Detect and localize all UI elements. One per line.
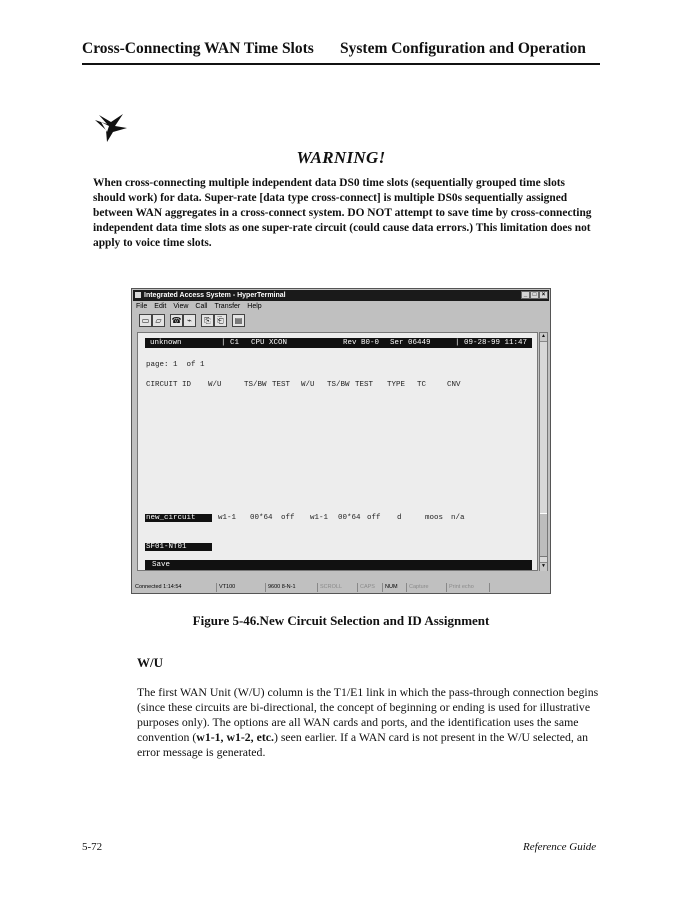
body-text-part2: ) seen earlier. If a WAN card is not present in the W/U selected, an error message is generated.: [137, 729, 588, 759]
menu-file[interactable]: File: [136, 303, 148, 310]
warning-hand-icon: [93, 112, 133, 144]
slot-label: | C1: [221, 339, 240, 347]
disconnect-icon[interactable]: ⌁: [183, 314, 196, 327]
window-title: Integrated Access System - HyperTerminal: [144, 292, 286, 299]
serial-label: Ser 06449: [390, 339, 431, 347]
menu-edit[interactable]: Edit: [154, 303, 167, 310]
status-baud: 9600 8-N-1: [267, 583, 318, 592]
footer-guide-title: Reference Guide: [523, 841, 597, 853]
cell-test-b[interactable]: off: [367, 514, 381, 522]
cell-tsbw-a[interactable]: 00*64: [250, 514, 273, 522]
status-caps: CAPS: [359, 583, 383, 592]
col-wu-b: W/U: [301, 381, 315, 389]
cell-tc[interactable]: moos: [425, 514, 444, 522]
section-body: [137, 685, 600, 760]
col-tsbw-b: TS/BW: [327, 381, 350, 389]
status-print-echo: Print echo: [448, 583, 490, 592]
menu-view[interactable]: View: [173, 303, 189, 310]
figure-caption: Figure 5-46.New Circuit Selection and ID Assignment: [192, 613, 490, 628]
save-command-bar[interactable]: [145, 560, 532, 570]
send-icon[interactable]: ⎘: [201, 314, 214, 327]
save-label[interactable]: Save: [152, 561, 171, 569]
terminal-status-line: [145, 338, 532, 348]
cell-wu-a[interactable]: w1-1: [218, 514, 237, 522]
warning-title: WARNING!: [296, 148, 386, 167]
body-text-part1: The first WAN Unit (W/U) column is the T1/E1 link in which the pass-through connection begins (since these circuits are bi-directional, the concept of beginning or ending is used for illustrative purposes only). The options are all WAN cards and ports, and the identification uses the same convention (: [137, 685, 599, 744]
revision-label: Rev B0-0: [343, 339, 380, 347]
window-titlebar: [133, 290, 549, 301]
node-name: unknown: [150, 339, 182, 347]
col-tsbw-a: TS/BW: [244, 381, 267, 389]
menu-call[interactable]: Call: [195, 303, 208, 310]
status-num: NUM: [384, 583, 407, 592]
cell-cnv[interactable]: n/a: [451, 514, 465, 522]
col-circuit-id: CIRCUIT ID: [146, 381, 192, 389]
page-indicator: page: 1 of 1: [146, 361, 205, 369]
new-icon[interactable]: ▭: [139, 314, 152, 327]
cell-type[interactable]: d: [397, 514, 402, 522]
header-chapter-title: System Configuration and Operation: [340, 40, 586, 57]
col-test-b: TEST: [355, 381, 374, 389]
col-tc: TC: [417, 381, 427, 389]
cell-tsbw-b[interactable]: 00*64: [338, 514, 361, 522]
column-headers: [146, 381, 526, 391]
receive-icon[interactable]: ⎗: [214, 314, 227, 327]
col-test-a: TEST: [272, 381, 291, 389]
circuit-id-input[interactable]: SF01-NT01: [145, 543, 212, 551]
header-rule: [82, 63, 600, 65]
warning-text: When cross-connecting multiple independent data DS0 time slots (sequentially grouped time slots should work) for data. Super-rate [data type cross-connect] is multiple DS0s sequentially assigned between WAN aggregates in a cross-connect system. DO NOT attempt to save time by cross-connecting independent data time slots as one super-rate circuit (could cause data errors.) This limitation does not apply to voice time slots.: [93, 177, 592, 249]
properties-icon[interactable]: ▤: [232, 314, 245, 327]
col-wu-a: W/U: [208, 381, 222, 389]
circuit-id-field[interactable]: new_circuit: [145, 514, 212, 522]
datetime-label: | 09-28-99 11:47: [455, 339, 528, 347]
maximize-button[interactable]: □: [530, 291, 539, 299]
close-button[interactable]: ×: [539, 291, 548, 299]
status-emulation: VT100: [218, 583, 266, 592]
phone-icon[interactable]: ☎: [171, 316, 182, 325]
open-icon[interactable]: ▱: [152, 314, 165, 327]
col-cnv: CNV: [447, 381, 461, 389]
col-type: TYPE: [387, 381, 406, 389]
cell-test-a[interactable]: off: [281, 514, 295, 522]
scroll-thumb[interactable]: [540, 513, 547, 557]
menu-help[interactable]: Help: [247, 303, 262, 310]
status-scroll: SCROLL: [319, 583, 358, 592]
cell-wu-b[interactable]: w1-1: [310, 514, 329, 522]
minimize-button[interactable]: _: [521, 291, 530, 299]
status-connected: Connected 1:14:54: [134, 583, 217, 592]
menu-bar: [136, 302, 269, 312]
page-number: 5-72: [82, 841, 103, 853]
body-text-bold: w1-1, w1-2, etc.: [196, 729, 274, 744]
circuit-row[interactable]: [146, 514, 526, 524]
app-icon: [135, 292, 141, 298]
section-heading: W/U: [137, 655, 163, 670]
scroll-up-icon[interactable]: ▲: [540, 333, 547, 342]
terminal-window: [131, 288, 551, 594]
vertical-scrollbar[interactable]: [539, 332, 548, 571]
menu-transfer[interactable]: Transfer: [214, 303, 241, 310]
header-section-title: Cross-Connecting WAN Time Slots: [82, 40, 314, 57]
window-statusbar: [134, 583, 548, 592]
terminal-screen[interactable]: [137, 332, 538, 571]
scroll-down-icon[interactable]: ▼: [541, 564, 546, 569]
status-capture: Capture: [408, 583, 447, 592]
module-label: CPU XCON: [251, 339, 288, 347]
